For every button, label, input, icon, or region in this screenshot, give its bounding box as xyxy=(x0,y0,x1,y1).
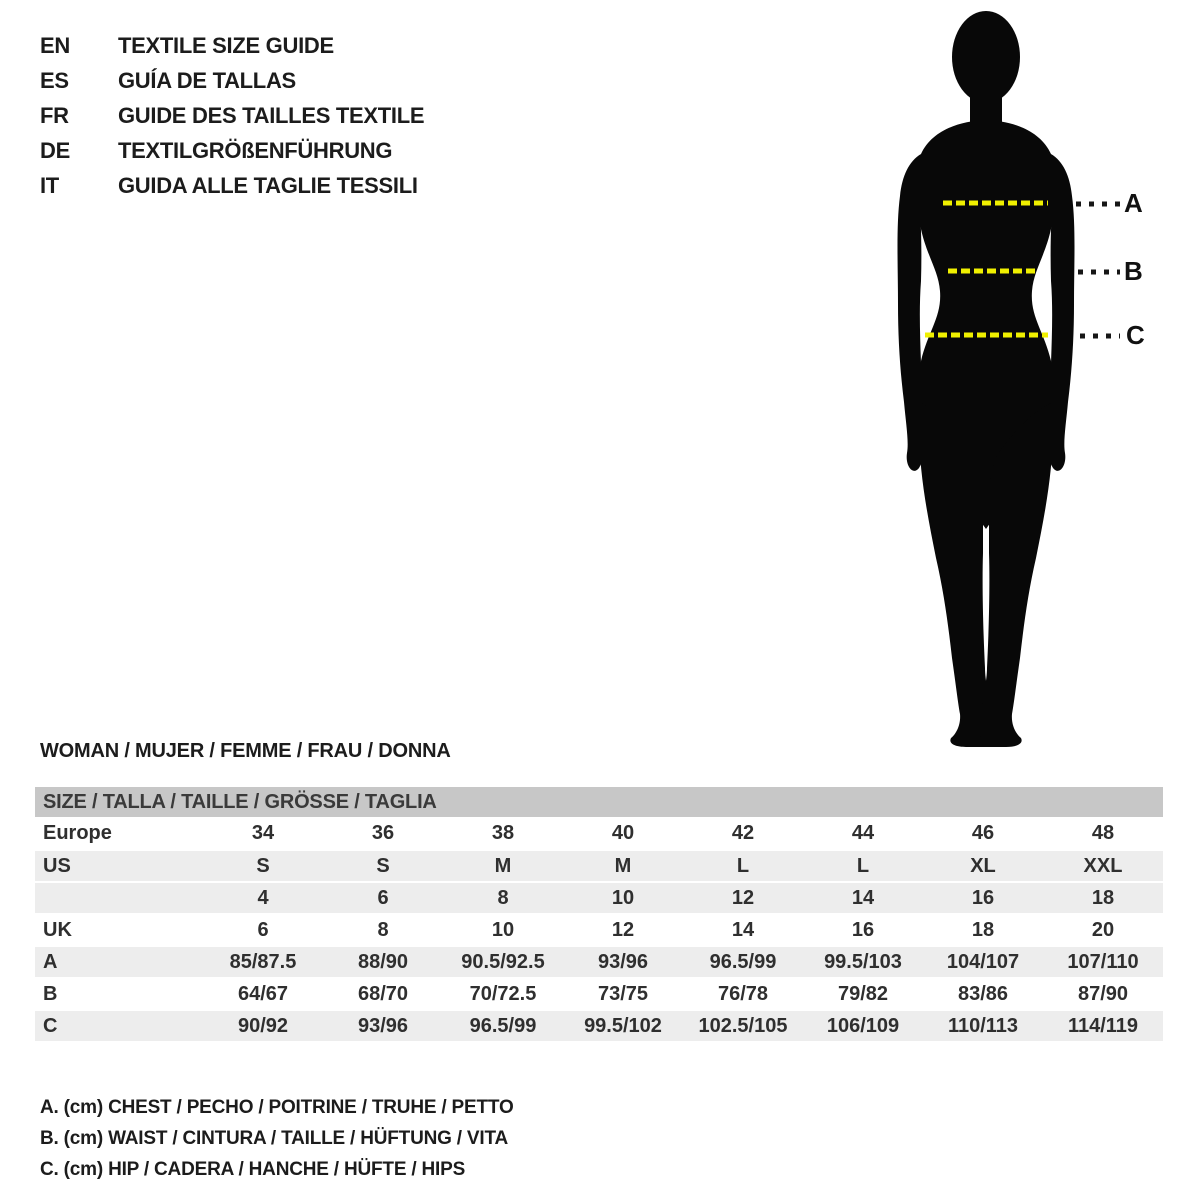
language-code: DE xyxy=(40,137,70,163)
woman-silhouette-icon xyxy=(890,8,1170,748)
cell: 99.5/102 xyxy=(584,1014,662,1037)
legend-hip: C. (cm) HIP / CADERA / HANCHE / HÜFTE / HIPS xyxy=(40,1159,466,1180)
table-row-us xyxy=(35,849,1163,881)
language-row-it xyxy=(40,168,424,203)
cell: 96.5/99 xyxy=(709,950,777,973)
size-table xyxy=(35,787,1163,1041)
cell: 96.5/99 xyxy=(469,1014,537,1037)
cell: 102.5/105 xyxy=(698,1014,788,1037)
table-row-us-numeric xyxy=(35,881,1163,913)
language-row-es xyxy=(40,63,424,98)
table-row-uk xyxy=(35,913,1163,945)
gender-heading: WOMAN / MUJER / FEMME / FRAU / DONNA xyxy=(40,740,451,762)
cell: 93/96 xyxy=(357,1014,409,1037)
cell: L xyxy=(736,854,750,877)
cell: 90/92 xyxy=(237,1014,289,1037)
language-code: EN xyxy=(40,32,70,58)
table-row-hip-c xyxy=(35,1009,1163,1041)
row-label: C xyxy=(43,1014,58,1037)
language-title: GUÍA DE TALLAS xyxy=(118,67,296,93)
cell: 93/96 xyxy=(597,950,649,973)
cell: 79/82 xyxy=(837,982,889,1005)
cell: 6 xyxy=(257,918,269,941)
language-title-list xyxy=(40,28,424,203)
language-code: IT xyxy=(40,172,59,198)
cell: M xyxy=(494,854,512,877)
cell: L xyxy=(856,854,870,877)
legend-waist: B. (cm) WAIST / CINTURA / TAILLE / HÜFTUNG / VITA xyxy=(40,1128,508,1149)
cell: 8 xyxy=(497,886,509,909)
language-code: FR xyxy=(40,102,69,128)
row-label: US xyxy=(43,854,71,877)
cell: 46 xyxy=(971,821,995,844)
cell: 10 xyxy=(611,886,635,909)
cell: 34 xyxy=(251,821,275,844)
cell: 87/90 xyxy=(1077,982,1129,1005)
row-label: UK xyxy=(43,918,72,941)
cell: 44 xyxy=(851,821,875,844)
cell: 10 xyxy=(491,918,515,941)
measurement-legend xyxy=(40,1092,514,1185)
cell: 14 xyxy=(851,886,875,909)
cell: 83/86 xyxy=(957,982,1009,1005)
cell: 104/107 xyxy=(946,950,1020,973)
cell: 16 xyxy=(971,886,995,909)
language-title: TEXTILE SIZE GUIDE xyxy=(118,32,334,58)
cell: 36 xyxy=(371,821,395,844)
row-label: B xyxy=(43,982,58,1005)
cell: 85/87.5 xyxy=(229,950,297,973)
cell: 16 xyxy=(851,918,875,941)
measure-label-b: B xyxy=(1124,256,1143,286)
row-label: Europe xyxy=(43,821,112,844)
cell: 70/72.5 xyxy=(469,982,537,1005)
cell: 4 xyxy=(257,886,269,909)
cell: 114/119 xyxy=(1067,1014,1139,1037)
cell: 64/67 xyxy=(237,982,289,1005)
cell: 38 xyxy=(491,821,515,844)
cell: 110/113 xyxy=(947,1014,1019,1037)
cell: 40 xyxy=(611,821,635,844)
language-row-en xyxy=(40,28,424,63)
language-title: GUIDA ALLE TAGLIE TESSILI xyxy=(118,172,418,198)
cell: 8 xyxy=(377,918,389,941)
cell: XL xyxy=(970,854,996,877)
row-label: A xyxy=(43,950,58,973)
cell: 107/110 xyxy=(1067,950,1139,973)
cell: 88/90 xyxy=(357,950,409,973)
table-row-europe xyxy=(35,817,1163,849)
cell: 18 xyxy=(1091,886,1115,909)
cell: 48 xyxy=(1091,821,1115,844)
cell: 68/70 xyxy=(357,982,409,1005)
cell: 12 xyxy=(611,918,635,941)
table-row-chest-a xyxy=(35,945,1163,977)
language-title: GUIDE DES TAILLES TEXTILE xyxy=(118,102,425,128)
cell: 90.5/92.5 xyxy=(461,950,545,973)
legend-chest: A. (cm) CHEST / PECHO / POITRINE / TRUHE / PETTO xyxy=(40,1097,514,1118)
measure-label-a: A xyxy=(1124,188,1143,218)
cell: XXL xyxy=(1083,854,1123,877)
table-row-waist-b xyxy=(35,977,1163,1009)
cell: 6 xyxy=(377,886,389,909)
cell: 99.5/103 xyxy=(824,950,902,973)
cell: 76/78 xyxy=(717,982,769,1005)
cell: M xyxy=(614,854,632,877)
cell: 106/109 xyxy=(826,1014,900,1037)
cell: S xyxy=(256,854,270,877)
cell: 14 xyxy=(731,918,755,941)
language-title: TEXTILGRÖßENFÜHRUNG xyxy=(118,137,393,163)
language-row-de xyxy=(40,133,424,168)
size-table-header: SIZE / TALLA / TAILLE / GRÖSSE / TAGLIA xyxy=(35,787,1163,817)
cell: 42 xyxy=(731,821,755,844)
cell: 12 xyxy=(731,886,755,909)
measure-label-c: C xyxy=(1126,320,1145,350)
language-row-fr xyxy=(40,98,424,133)
cell: 20 xyxy=(1091,918,1115,941)
cell: 18 xyxy=(971,918,995,941)
language-code: ES xyxy=(40,67,69,93)
cell: S xyxy=(376,854,390,877)
cell: 73/75 xyxy=(597,982,649,1005)
figure-area xyxy=(890,8,1170,748)
